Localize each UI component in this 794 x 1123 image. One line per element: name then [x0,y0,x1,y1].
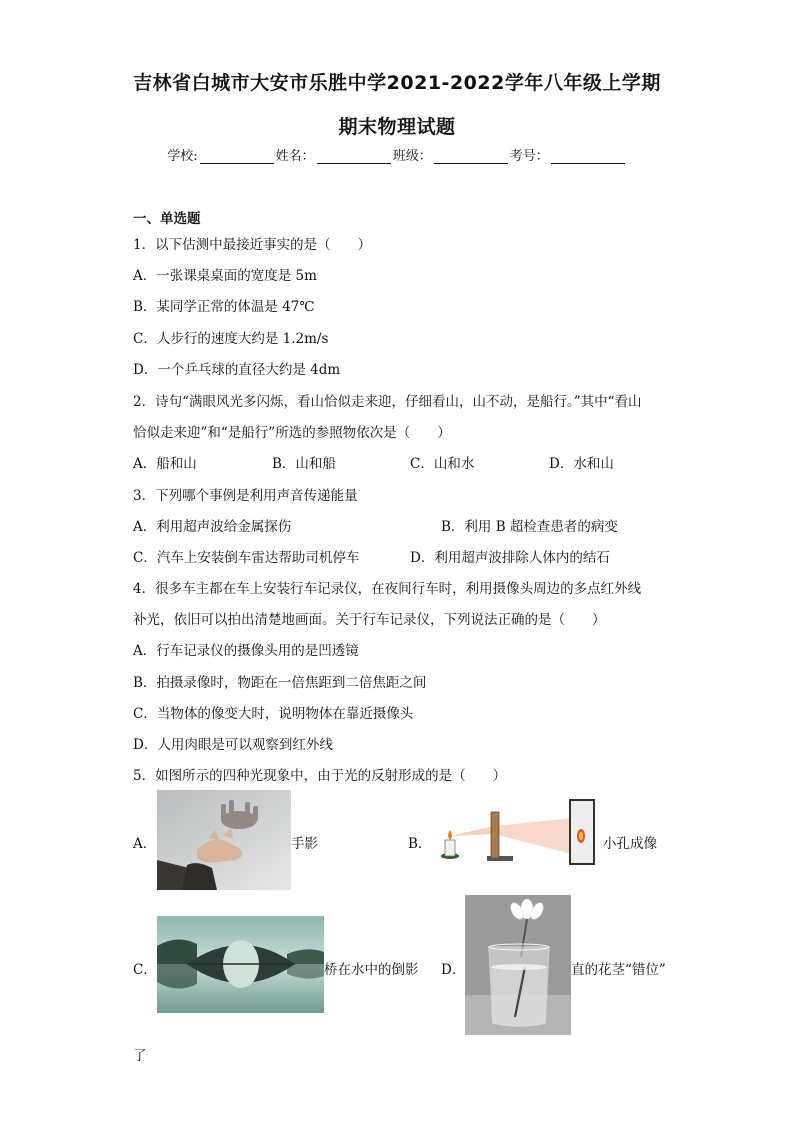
school-label: 学校: [167,149,198,164]
class-label: 班级： [392,149,432,164]
name-blank[interactable] [317,149,391,164]
glass-illustration [465,895,571,1035]
bridge-reflection-photo [157,916,324,1013]
class-blank[interactable] [434,149,508,164]
q2-stem-line1: 2．诗句“满眼风光多闪烁，看山恰似走来迎，仔细看山，山不动，是船行。”其中“看山 [133,394,642,410]
q5-option-a-label: A． [133,836,157,852]
q5-option-d-label: D． [441,962,466,978]
q1-option-d: D．一个乒乓球的直径大约是 4dm [133,362,341,378]
q2-stem-line2: 恰似走来迎”和“是船行”所选的参照物依次是（ ） [133,425,451,441]
q2-option-d: D．水和山 [549,456,614,472]
q4-option-d: D．人用肉眼是可以观察到红外线 [133,737,333,753]
q5-option-b-label: B． [408,836,432,852]
q3-option-c: C．汽车上安装倒车雷达帮助司机停车 [133,550,360,566]
q2-option-b: B．山和船 [272,456,336,472]
q5-option-d-caption-wrap: 了 [133,1048,147,1064]
q5-stem: 5．如图所示的四种光现象中，由于光的反射形成的是（ ） [133,768,507,784]
bridge-illustration [157,916,324,1013]
hand-shadow-illustration [157,790,291,890]
exam-no-label: 考号： [509,149,549,164]
q4-option-b: B．拍摄录像时，物距在一倍焦距到二倍焦距之间 [133,675,427,691]
q5-option-b-caption: 小孔成像 [603,836,657,852]
q4-option-a: A．行车记录仪的摄像头用的是凹透镜 [133,643,359,659]
q4-option-c: C．当物体的像变大时，说明物体在靠近摄像头 [133,706,414,722]
exam-no-blank[interactable] [551,149,625,164]
q2-option-a: A．船和山 [133,456,197,472]
name-label: 姓名： [275,149,315,164]
hand-shadow-photo [157,790,291,890]
q5-option-a-caption: 手影 [291,836,318,852]
q3-stem: 3．下列哪个事例是利用声音传递能量 [133,488,358,504]
exam-title-line1: 吉林省白城市大安市乐胜中学2021-2022学年八年级上学期 [133,72,661,94]
q1-stem: 1．以下估测中最接近事实的是（ ） [133,237,372,253]
q5-option-c-caption: 桥在水中的倒影 [324,962,419,978]
section-heading: 一、单选题 [133,211,201,227]
q4-stem-line1: 4．很多车主都在车上安装行车记录仪，在夜间行车时，利用摄像头周边的多点红外线 [133,581,642,597]
q1-option-a: A．一张课桌桌面的宽度是 5m [133,268,317,284]
q3-option-b: B．利用 B 超检查患者的病变 [441,519,618,535]
pinhole-illustration [432,796,602,868]
q1-option-c: C．人步行的速度大约是 1.2m/s [133,331,329,347]
q1-option-b: B．某同学正常的体温是 47℃ [133,299,315,315]
q3-option-d: D．利用超声波排除人体内的结石 [410,550,610,566]
q2-option-c: C．山和水 [410,456,475,472]
student-info-line [0,145,794,164]
q3-option-a: A．利用超声波给金属探伤 [133,519,292,535]
q5-option-c-label: C． [133,962,157,978]
exam-title-line2: 期末物理试题 [338,116,456,138]
flower-stem-glass-photo [465,895,571,1035]
school-blank[interactable] [200,149,274,164]
q4-stem-line2: 补光，依旧可以拍出清楚地画面。关于行车记录仪，下列说法正确的是（ ） [133,612,606,628]
pinhole-diagram [432,796,602,868]
q5-option-d-caption: 直的花茎“错位” [571,962,666,978]
